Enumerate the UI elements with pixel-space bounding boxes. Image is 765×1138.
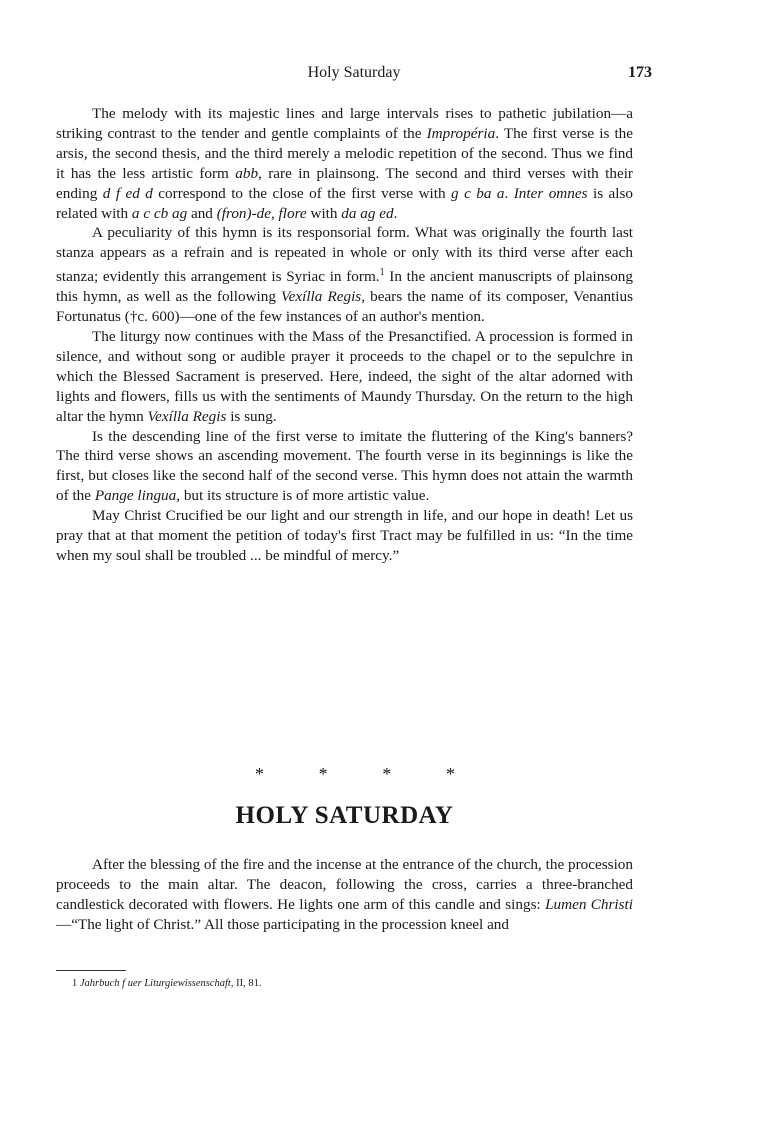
page-number: 173 [628, 64, 652, 81]
paragraph [56, 855, 633, 935]
footnote-source: Jahrbuch f uer Liturgiewissenschaft, [79, 978, 234, 989]
paragraph [56, 223, 633, 327]
text-run: is sung. [226, 407, 277, 425]
text-run: and [187, 204, 217, 222]
section-heading: HOLY SATURDAY [235, 802, 454, 829]
italic-text: Pange lingua [94, 487, 177, 505]
text-run: The melody with its majestic lines and large intervals rises to pathetic jubilation—a striking contrast to the tender and gentle complaints of the [56, 105, 633, 142]
footnote [72, 978, 261, 989]
paragraph [56, 327, 633, 427]
running-head-title: Holy Saturday [307, 64, 401, 81]
italic-text: Vexílla Regis [147, 407, 227, 425]
italic-text: a c cb ag [131, 204, 188, 222]
asterisk: * [382, 764, 392, 784]
italic-text: d f ed d [102, 184, 153, 202]
text-run: . [393, 204, 398, 222]
text-run: —“The light of Christ.” All those participating in the procession kneel and [56, 915, 509, 933]
text-run: is also related with [56, 184, 634, 222]
footnote-ref: II, 81. [233, 978, 262, 989]
footnote-rule [56, 970, 126, 971]
italic-text: (fron)-de, flore [216, 204, 307, 222]
text-run: In the ancient manuscripts of plainsong this hymn, as well as the following [56, 268, 633, 306]
text-run: . The first verse is the arsis, the second thesis, and the third merely a melodic repetition of the second. Thus we find it has the less artistic form [56, 124, 633, 182]
italic-text: Inter omnes [513, 184, 588, 202]
running-head [56, 64, 652, 86]
text-run: Is the descending line of the first verse to imitate the fluttering of the King's banners? The third verse shows an ascending movement. The fourth verse in its beginnings is like the first, but closes like the second half of the second verse. This hymn does not attain the warmth of the [56, 427, 633, 505]
text-run: , rare in plainsong. The second and third verses with their ending [56, 164, 633, 202]
footnote-number: 1 [72, 978, 78, 989]
italic-text: abb [235, 164, 259, 182]
italic-text: Impropéria [426, 124, 496, 142]
text-run: After the blessing of the fire and the incense at the entrance of the church, the procession proceeds to the main altar. The deacon, following the cross, carries a three-branched candlestick decorated with flowers. He lights one arm of this candle and sings: [56, 856, 633, 913]
italic-text: Vexílla Regis [281, 288, 362, 306]
paragraph [56, 427, 633, 507]
asterisk: * [318, 764, 328, 784]
section-text [56, 855, 633, 935]
italic-text: g c ba a [451, 184, 505, 202]
italic-text: Lumen Christi [545, 895, 633, 913]
italic-text: da ag ed [341, 204, 394, 222]
text-run: The liturgy now continues with the Mass of the Presanctified. A procession is formed in silence, and without song or audible prayer it proceeds to the chapel or to the sepulchre in which the Blessed Sacrament is preserved. Here, indeed, the sight of the altar adorned with lights and flowers, fills us with the sentiments of Maundy Thursday. On the return to the high altar the hymn [56, 328, 633, 425]
text-run: . [504, 184, 514, 202]
paragraph [56, 506, 633, 566]
footnote-marker: 1 [379, 267, 385, 279]
text-run: with [306, 204, 342, 222]
text-run: correspond to the close of the first verse with [152, 184, 452, 202]
paragraph [56, 104, 633, 223]
text-run: A peculiarity of this hymn is its responsorial form. What was originally the fourth last stanza appears as a refrain and is repeated in whole or only with its third verse after each stanza; evidently this arrangement is Syriac in form. [56, 224, 633, 286]
text-run: , bears the name of its composer, Venantius Fortunatus (†c. 600)—one of the few instances of an author's mention. [56, 288, 633, 326]
asterisk: * [445, 764, 455, 784]
text-run: May Christ Crucified be our light and our strength in life, and our hope in death! Let us pray that at that moment the petition of today's first Tract may be fulfilled in us: “In the time when my soul shall be troubled ... be mindful of mercy.” [56, 507, 633, 564]
text-run: , but its structure is of more artistic value. [176, 487, 430, 505]
body-text [56, 104, 633, 566]
section-separator [255, 764, 455, 785]
asterisk: * [255, 764, 264, 784]
